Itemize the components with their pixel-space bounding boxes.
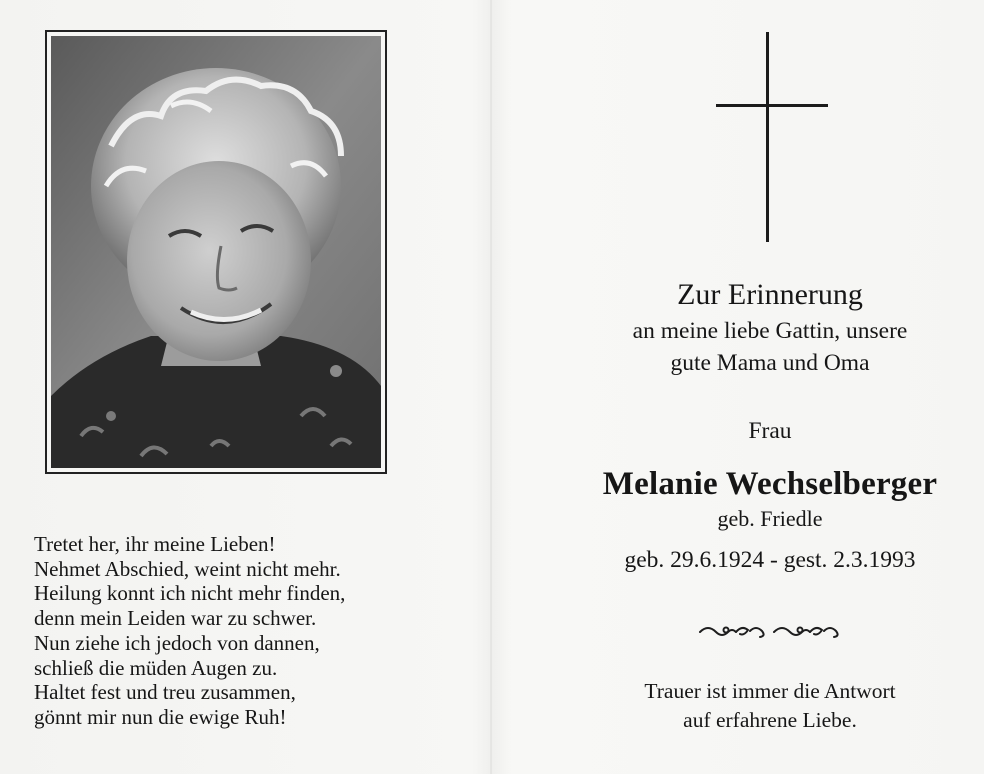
poem-line: Tretet her, ihr meine Lieben!	[34, 532, 276, 556]
salutation: Frau	[748, 418, 792, 444]
dedication-line-2: gute Mama und Oma	[670, 350, 870, 376]
closing-quote-line-1: Trauer ist immer die Antwort	[644, 679, 896, 703]
poem-line: denn mein Leiden war zu schwer.	[34, 606, 317, 631]
dedication-line-1: an meine liebe Gattin, unsere	[632, 318, 908, 344]
life-dates: geb. 29.6.1924 - gest. 2.3.1993	[624, 547, 916, 573]
portrait-photo	[51, 36, 381, 468]
poem-line: Heilung konnt ich nicht mehr finden,	[34, 581, 346, 606]
poem-line: Nehmet Abschied, weint nicht mehr.	[34, 556, 341, 581]
poem-line: gönnt mir nun die ewige Ruh!	[34, 704, 287, 729]
portrait-frame	[45, 30, 387, 474]
memorial-heading: Zur Erinnerung	[677, 278, 863, 311]
poem-line: Haltet fest und treu zusammen,	[34, 680, 296, 705]
memorial-poem	[34, 532, 474, 730]
cross-icon	[716, 32, 830, 244]
closing-quote-line-2: auf erfahrene Liebe.	[683, 708, 857, 732]
card-fold-line	[490, 0, 492, 774]
flourish-ornament-icon	[696, 622, 842, 642]
deceased-name: Melanie Wechselberger	[602, 466, 938, 502]
poem-line: Nun ziehe ich jedoch von dannen,	[34, 630, 320, 655]
poem-line: schließ die müden Augen zu.	[34, 655, 278, 680]
maiden-name: geb. Friedle	[717, 506, 823, 531]
